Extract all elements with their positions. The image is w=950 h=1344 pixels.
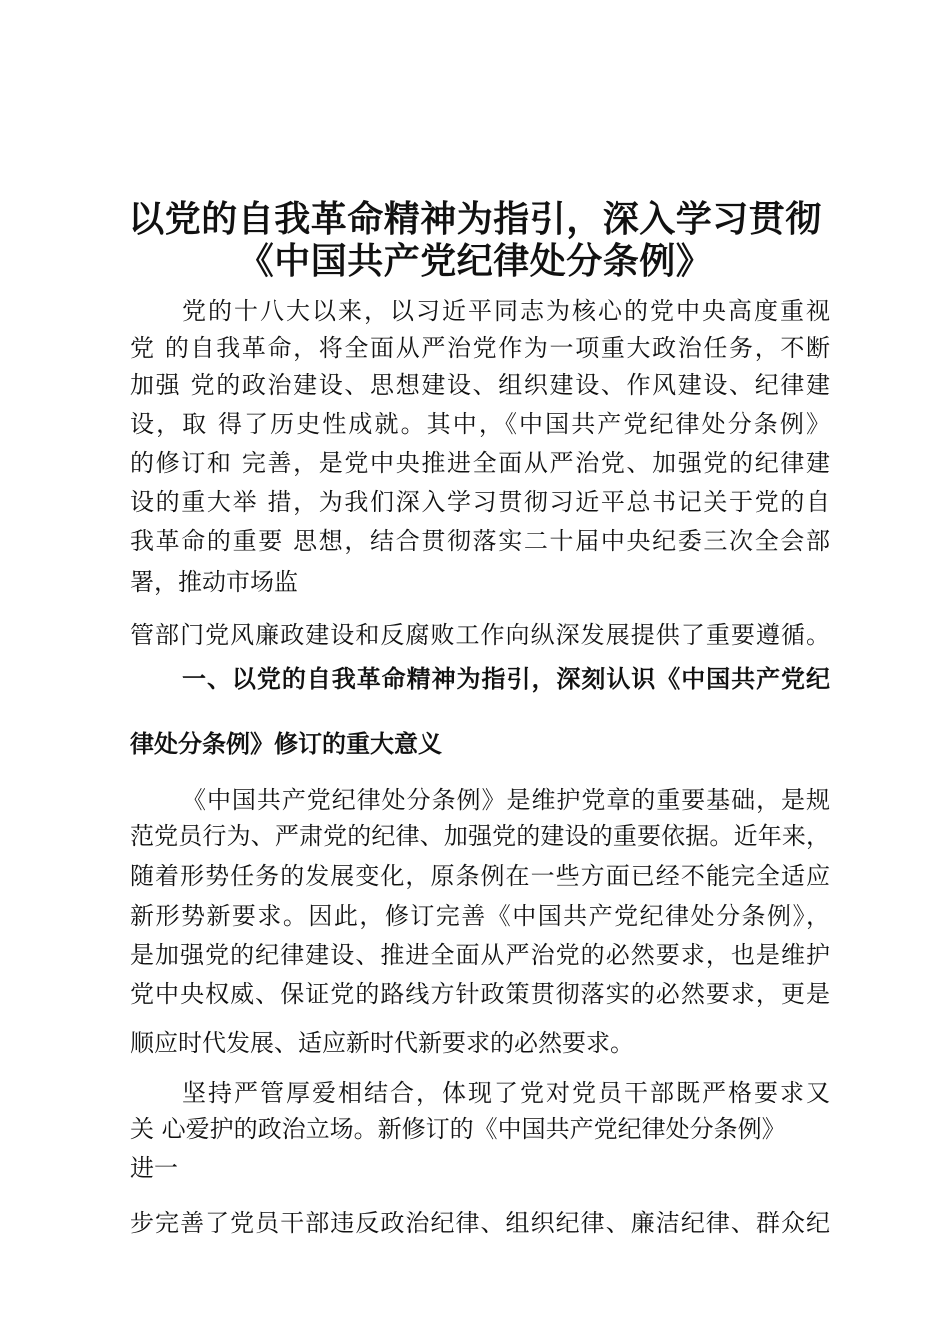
paragraph-1-line: 党 的自我革命，将全面从严治党作为一项重大政治任务，不断 — [130, 334, 830, 362]
paragraph-1-line: 署，推动市场监 — [130, 568, 298, 596]
paragraph-2-line: 范党员行为、严肃党的纪律、加强党的建设的重要依据。近年来， — [130, 822, 830, 850]
paragraph-1-continuation: 管部门党风廉政建设和反腐败工作向纵深发展提供了重要遵循。 — [130, 621, 830, 649]
paragraph-1-line: 加强 党的政治建设、思想建设、组织建设、作风建设、纪律建 — [130, 371, 830, 399]
paragraph-2-line: 党中央权威、保证党的路线方针政策贯彻落实的必然要求，更是 — [130, 980, 830, 1008]
document-title-line-1: 以党的自我革命精神为指引，深入学习贯彻 — [128, 199, 822, 240]
paragraph-2-line: 新形势新要求。因此，修订完善《中国共产党纪律处分条例》， — [130, 902, 830, 930]
paragraph-2-line: 《中国共产党纪律处分条例》是维护党章的重要基础，是规 — [182, 786, 830, 814]
section-heading-line-2: 律处分条例》修订的重大意义 — [130, 730, 442, 758]
paragraph-1-line: 的修订和 完善，是党中央推进全面从严治党、加强党的纪律建 — [130, 449, 830, 477]
paragraph-3-line: 进一 — [130, 1154, 178, 1182]
section-heading-line-1: 一、以党的自我革命精神为指引，深刻认识《中国共产党纪 — [182, 665, 830, 693]
paragraph-3-line: 坚持严管厚爱相结合，体现了党对党员干部既严格要求又 — [182, 1079, 830, 1107]
paragraph-1-line: 我革命的重要 思想，结合贯彻落实二十届中央纪委三次全会部 — [130, 527, 830, 555]
paragraph-1-line: 党的十八大以来，以习近平同志为核心的党中央高度重视 — [182, 297, 830, 325]
paragraph-1-line: 设，取 得了历史性成就。其中，《中国共产党纪律处分条例》 — [130, 410, 830, 438]
paragraph-2-line: 随着形势任务的发展变化，原条例在一些方面已经不能完全适应 — [130, 862, 830, 890]
paragraph-1-line: 设的重大举 措，为我们深入学习贯彻习近平总书记关于党的自 — [130, 488, 830, 516]
paragraph-2-line: 是加强党的纪律建设、推进全面从严治党的必然要求，也是维护 — [130, 941, 830, 969]
paragraph-2-line: 顺应时代发展、适应新时代新要求的必然要求。 — [130, 1029, 634, 1057]
document-title-line-2: 《中国共产党纪律处分条例》 — [237, 241, 713, 282]
paragraph-3-line: 关 心爱护的政治立场。新修订的《中国共产党纪律处分条例》 — [130, 1115, 786, 1143]
paragraph-3-continuation: 步完善了党员干部违反政治纪律、组织纪律、廉洁纪律、群众纪 — [130, 1209, 830, 1237]
